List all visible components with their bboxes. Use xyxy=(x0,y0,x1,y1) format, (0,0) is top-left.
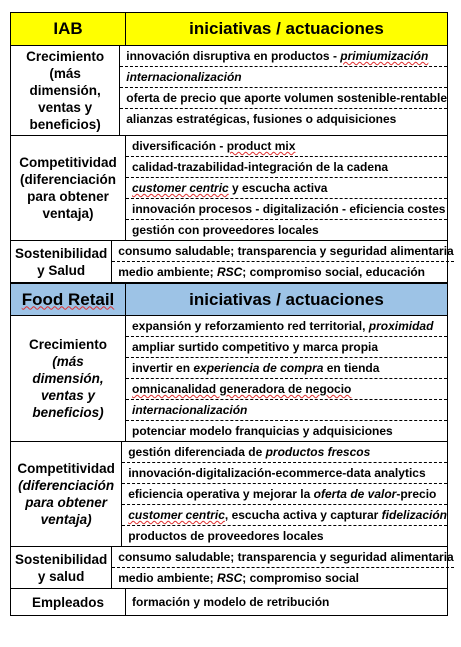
category-label: Empleados xyxy=(31,594,105,610)
list-item: gestión con proveedores locales xyxy=(132,223,319,237)
list-item: oferta de precio que aporte volumen sostenible-rentable xyxy=(120,88,447,109)
items-list xyxy=(122,442,447,546)
category-cell xyxy=(11,136,126,240)
category-cell xyxy=(11,547,112,588)
category-cell xyxy=(11,316,126,441)
items-list xyxy=(112,547,453,588)
list-item: internacionalización xyxy=(126,400,447,421)
list-item: expansión y reforzamiento red territorial, proximidad xyxy=(126,316,447,337)
iab-section-sustainability xyxy=(11,241,454,283)
category-cell xyxy=(11,241,112,282)
list-item: innovación disruptiva en productos - primiumización xyxy=(120,46,447,67)
list-item: formación y modelo de retribución xyxy=(132,595,330,609)
category-label: Crecimiento xyxy=(28,337,108,352)
list-item: eficiencia operativa y mejorar la oferta de valor-precio xyxy=(122,484,447,505)
list-item: medio ambiente; RSC; compromiso social xyxy=(118,571,359,585)
list-item: alianzas estratégicas, fusiones o adquisiciones xyxy=(126,112,397,126)
list-item: potenciar modelo franquicias y adquisiciones xyxy=(132,424,393,438)
category-label-detail: (diferenciación para obtener ventaja) xyxy=(18,478,115,527)
list-item: diversificación - product mix xyxy=(126,136,447,157)
list-item: calidad-trazabilidad-integración de la cadena xyxy=(126,157,447,178)
category-label: Sostenibilidad y Salud xyxy=(15,245,108,278)
category-label: Competitividad xyxy=(17,461,115,476)
category-cell xyxy=(11,442,122,546)
list-item: productos de proveedores locales xyxy=(128,529,324,543)
fr-section-growth xyxy=(11,316,447,442)
list-item: consumo saludable; transparencia y seguridad alimentaria xyxy=(112,547,453,568)
list-item: omnicanalidad generadora de negocio xyxy=(126,379,447,400)
fr-section-employees xyxy=(11,589,447,615)
fr-section-competitiveness xyxy=(11,442,447,547)
items-list xyxy=(120,46,447,135)
food-retail-header-initiatives: iniciativas / actuaciones xyxy=(189,289,384,309)
category-cell xyxy=(11,46,120,135)
items-list xyxy=(126,589,447,615)
items-list xyxy=(126,136,447,240)
category-label: Sostenibilidad y salud xyxy=(15,551,108,584)
list-item: ampliar surtido competitivo y marca propia xyxy=(126,337,447,358)
list-item: medio ambiente; RSC; compromiso social, educación xyxy=(118,265,426,279)
category-label: Competitividad (diferenciación para obtener ventaja) xyxy=(19,155,117,221)
category-label-detail: (más dimensión, ventas y beneficios) xyxy=(29,66,101,132)
category-label-detail: (más dimensión, ventas y beneficios) xyxy=(32,354,104,420)
food-retail-header-label: Food Retail xyxy=(11,284,126,315)
iab-header-initiatives: iniciativas / actuaciones xyxy=(189,19,384,38)
items-list xyxy=(112,241,453,282)
list-item: innovación procesos - digitalización - eficiencia costes xyxy=(126,199,447,220)
category-cell xyxy=(11,589,126,615)
category-label: Crecimiento xyxy=(26,49,105,64)
iab-section-growth xyxy=(11,46,447,136)
fr-section-sustainability xyxy=(11,547,454,589)
list-item: internacionalización xyxy=(120,67,447,88)
food-retail-header-row xyxy=(11,283,447,316)
list-item: invertir en experiencia de compra en tienda xyxy=(126,358,447,379)
list-item: customer centric, escucha activa y capturar fidelización xyxy=(122,505,447,526)
items-list xyxy=(126,316,447,441)
list-item: customer centric y escucha activa xyxy=(126,178,447,199)
list-item: consumo saludable; transparencia y seguridad alimentaria xyxy=(112,241,453,262)
iab-header-label: IAB xyxy=(11,13,126,45)
strategy-table xyxy=(10,12,454,616)
iab-header-row xyxy=(11,13,447,46)
iab-section-competitiveness xyxy=(11,136,447,241)
list-item: innovación-digitalización-ecommerce-data analytics xyxy=(122,463,447,484)
list-item: gestión diferenciada de productos frescos xyxy=(122,442,447,463)
